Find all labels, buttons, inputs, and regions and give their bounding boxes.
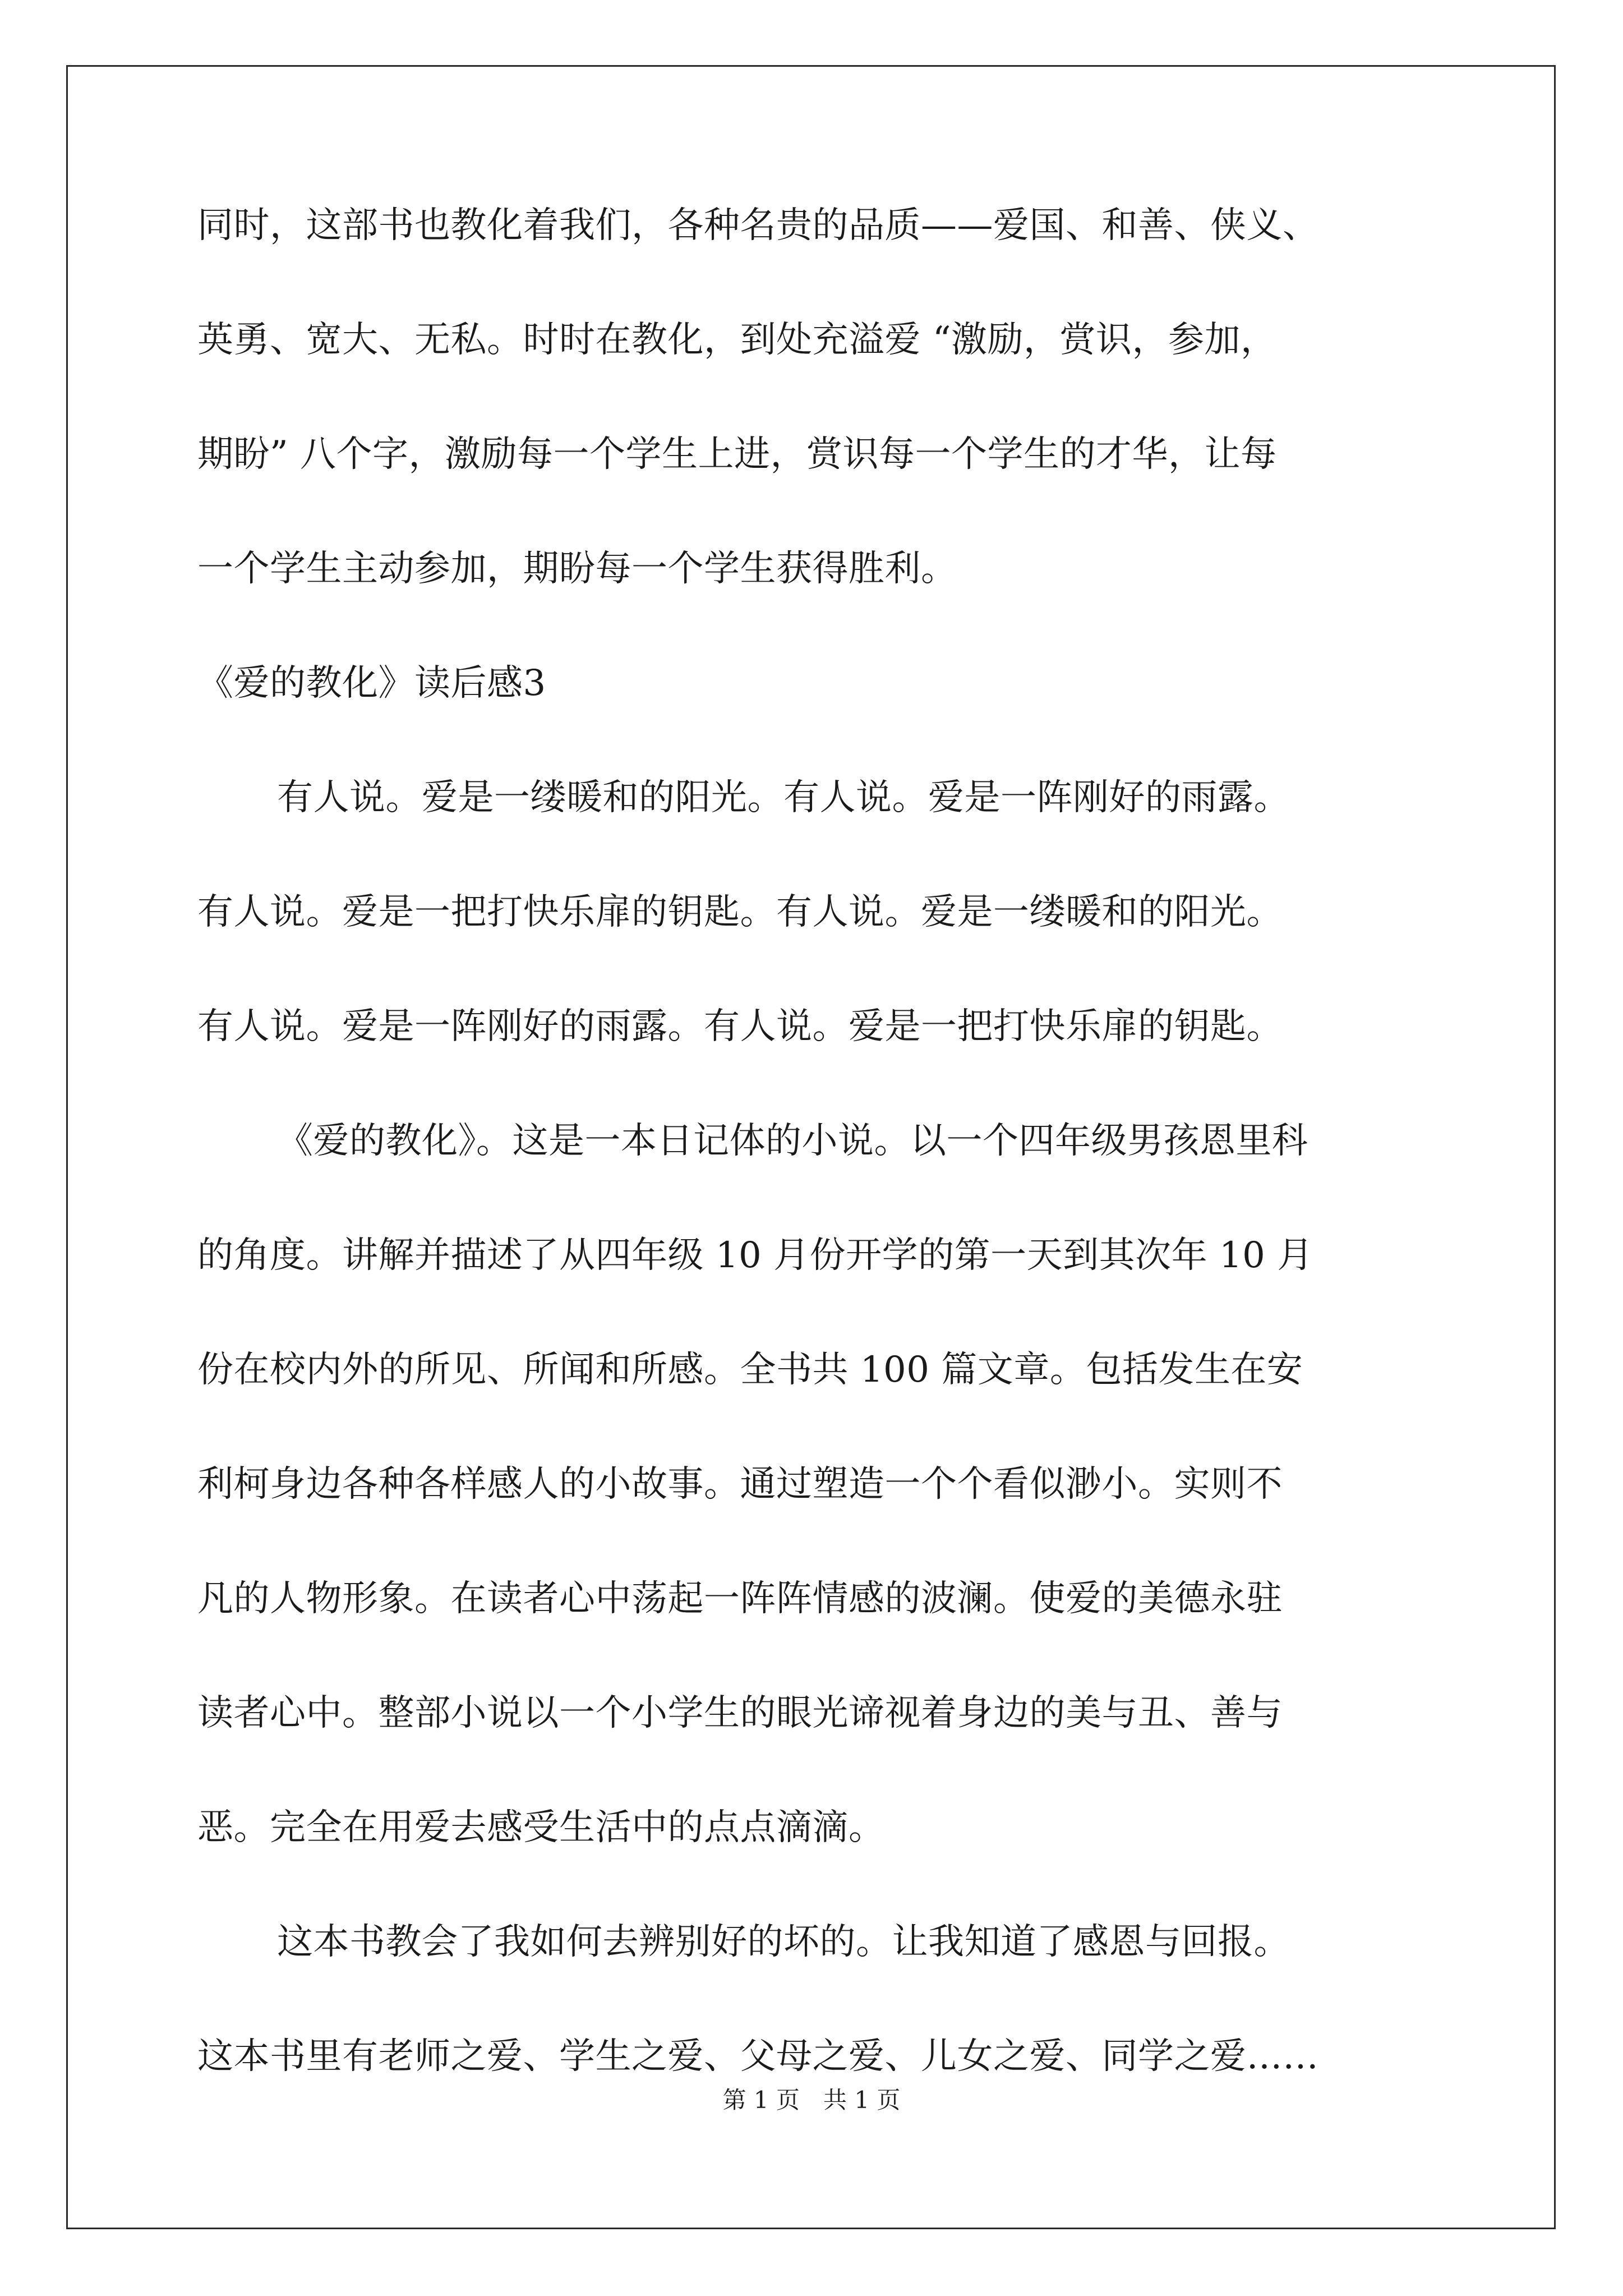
document-body	[197, 202, 1448, 2147]
text-line: 英勇、宽大、无私。时时在教化，到处充溢爱 “激励，赏识，参加，	[197, 319, 1277, 361]
text-line: 期盼” 八个字，激励每一个学生上进，赏识每一个学生的才华，让每	[197, 434, 1277, 475]
text-line: 利柯身边各种各样感人的小故事。通过塑造一个个看似渺小。实则不	[197, 1464, 1283, 1505]
text-line: 的角度。讲解并描述了从四年级 10 月份开学的第一天到其次年 10 月	[197, 1235, 1313, 1276]
text-line: 同时，这部书也教化着我们，各种名贵的品质——爱国、和善、侠义、	[197, 205, 1319, 246]
text-line: 恶。完全在用爱去感受生活中的点点滴滴。	[197, 1807, 885, 1848]
paragraph-start-line: 有人说。爱是一缕暖和的阳光。有人说。爱是一阵刚好的雨露。	[277, 777, 1290, 818]
text-line: 有人说。爱是一把打快乐扉的钥匙。有人说。爱是一缕暖和的阳光。	[197, 891, 1283, 933]
paragraph-start-line: 这本书教会了我如何去辨别好的坏的。让我知道了感恩与回报。	[277, 1921, 1290, 1963]
text-line: 份在校内外的所见、所闻和所感。全书共 100 篇文章。包括发生在安	[197, 1349, 1303, 1391]
text-line: 读者心中。整部小说以一个小学生的眼光谛视着身边的美与丑、善与	[197, 1692, 1283, 1734]
text-line: 有人说。爱是一阵刚好的雨露。有人说。爱是一把打快乐扉的钥匙。	[197, 1006, 1283, 1047]
section-heading: 《爱的教化》读后感3	[197, 662, 546, 704]
text-line: 凡的人物形象。在读者心中荡起一阵阵情感的波澜。使爱的美德永驻	[197, 1578, 1283, 1619]
paragraph-start-line: 《爱的教化》。这是一本日记体的小说。以一个四年级男孩恩里科	[277, 1120, 1308, 1162]
text-line: 一个学生主动参加，期盼每一个学生获得胜利。	[197, 548, 957, 590]
text-line: 这本书里有老师之爱、学生之爱、父母之爱、儿女之爱、同学之爱……	[197, 2036, 1319, 2077]
page-number-footer: 第 1 页 共 1 页	[722, 2086, 901, 2114]
